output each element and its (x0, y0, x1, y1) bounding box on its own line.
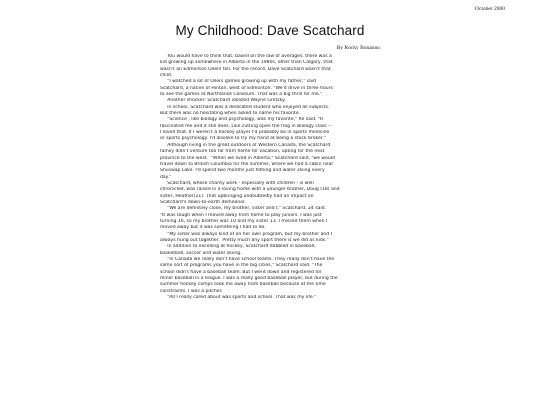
article-line: Shuswap Lake. I'd spend two months just fidhing and water skiing every (160, 168, 325, 174)
article-line: kid growing up somewhere in Alberta in the 1980s, other than Calgary, that (160, 60, 333, 66)
article-line: Scatchard's down-to-earth demeanor. (160, 199, 246, 205)
article-line: "All I really cared about was sports and school. That was my life." (160, 295, 317, 301)
article-line: "We are definitely close, my brother, sister and I," Scatchard, 24 said. (160, 206, 326, 212)
article-body (160, 54, 382, 301)
article-line: basketball, soccer and water skiing. (160, 250, 242, 256)
article-byline: By Rocky Bonanno (336, 45, 380, 51)
article-line: moved away but it was something I had to do. (160, 225, 266, 231)
article-line: Scatchard, whose charity work - especially with children - is well (160, 180, 314, 186)
article-line: always hung out together. Pretty much any sport there is we did as kids." (160, 237, 329, 243)
article-line: family didn't venture too far from home for vacation, opting for the next (160, 149, 325, 155)
article-line: "My sister was always kind of on her own program, but my brother and I (160, 231, 332, 237)
article-line: fascinated me and it still does. Like cutting open the frog in Biology class -- (160, 123, 332, 129)
article-line: day." (160, 174, 172, 180)
article-line: school didn't have a baseball team. But I went down and registered for (160, 269, 322, 275)
article-line: minor baseball in a league. I was a really good baseball player, but during the (160, 276, 338, 282)
article-line: province to the west. "When we lived in Alberta," Scatchard said, "we would (160, 155, 335, 161)
article-line: constraints. I was a pitcher. (160, 288, 223, 294)
article-line: chronicled, was raised in a loving home with a younger brother, Doug (18) and (160, 187, 340, 193)
article-line: wasn't an Edmonton Oilers fan. For the record, Dave Scatchard wasn't that (160, 66, 331, 72)
article-line: same sort of programs you have in the big cities," Scatchard said. "The (160, 263, 323, 269)
article-line: summer hockey camps took me away from baseball because of the time (160, 282, 326, 288)
article-line: turning 16, so my brother was 10 and my sister 13. I missed them when I (160, 218, 328, 224)
article-line: "I watched a lot of Oilers games growing up with my father," said (160, 79, 317, 85)
article-line: or sports psychology. I'd alsolike to try my hand at being a stock broker." (160, 136, 326, 142)
article-line: In addition to excelling at hockey, Scatchard dabbled in baseball, (160, 244, 316, 250)
article-line: sister, Heather(21). That upbringing undoubtedly had an impact on (160, 193, 314, 199)
article-line: to see the games at Northlands Coliseum. That was a big thrill for me." (160, 92, 323, 98)
article-line: "In Canada we really don't have school teams. They really don't have the (160, 257, 335, 262)
article-line: "It was tough when I moved away from home to play juniors. I was just (160, 212, 322, 218)
article-line: travel down to British Columbia for the summer, where we had a cabin near (160, 161, 334, 167)
article-line: But there was no hesitating when asked to name his favorite. (160, 111, 301, 117)
article-line: In school, Scatchard was a dedicated student who enjoyed all subjects. (160, 104, 330, 110)
article-title: My Childhood: Dave Scatchard (175, 23, 365, 38)
article-line: I loved that. If I weren't a hockey player I'd probably be in sports medicine (160, 130, 330, 136)
article-line: You would have to think that, based on the law of averages, there was a (160, 54, 332, 59)
issue-date: October 2000 (474, 6, 505, 12)
article-line: "Science , like biology and psychology, was my favorite," he said. "It (160, 117, 324, 123)
article-line: Another shocker: Scatchard idolized Wayne Gretzky. (160, 98, 286, 104)
article-line: Although living in the great outdoors of Western Canada, the Scatchard (160, 142, 331, 148)
article-line: child. (160, 73, 173, 79)
article-line: Scatchard, a native of Hinton, west of Edmonton. "We'd drive in three hours (160, 85, 333, 91)
